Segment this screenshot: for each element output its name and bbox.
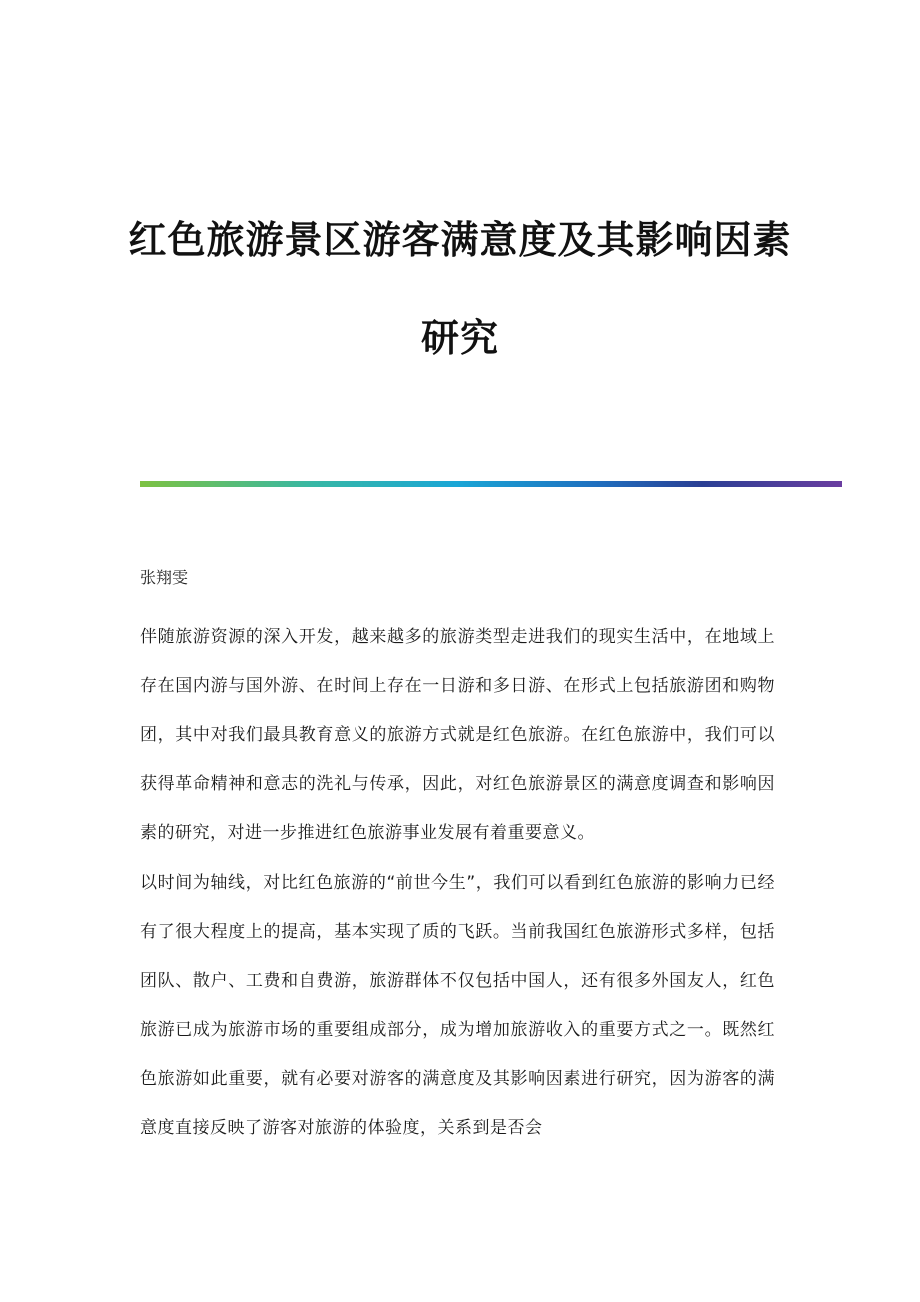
body-paragraph-2: 以时间为轴线，对比红色旅游的“前世今生”，我们可以看到红色旅游的影响力已经有了很大程度上的提高，基本实现了质的飞跃。当前我国红色旅游形式多样，包括团队、散户、工费和自费游，旅游群体不仅包括中国人，还有很多外国友人，红色旅游已成为旅游市场的重要组成部分，成为增加旅游收入的重要方式之一。既然红色旅游如此重要，就有必要对游客的满意度及其影响因素进行研究，因为游客的满意度直接反映了游客对旅游的体验度，关系到是否会	[140, 873, 775, 1138]
page-title-line1: 红色旅游景区游客满意度及其影响因素	[128, 217, 792, 262]
gradient-divider	[140, 481, 842, 487]
page-title-line2: 研究	[420, 315, 499, 360]
body-paragraph-1: 伴随旅游资源的深入开发，越来越多的旅游类型走进我们的现实生活中，在地域上存在国内游与国外游、在时间上存在一日游和多日游、在形式上包括旅游团和购物团，其中对我们最具教育意义的旅游方式就是红色旅游。在红色旅游中，我们可以获得革命精神和意志的洗礼与传承，因此，对红色旅游景区的满意度调查和影响因素的研究，对进一步推进红色旅游事业发展有着重要意义。	[140, 627, 775, 843]
author-name: 张翔雯	[140, 568, 189, 587]
